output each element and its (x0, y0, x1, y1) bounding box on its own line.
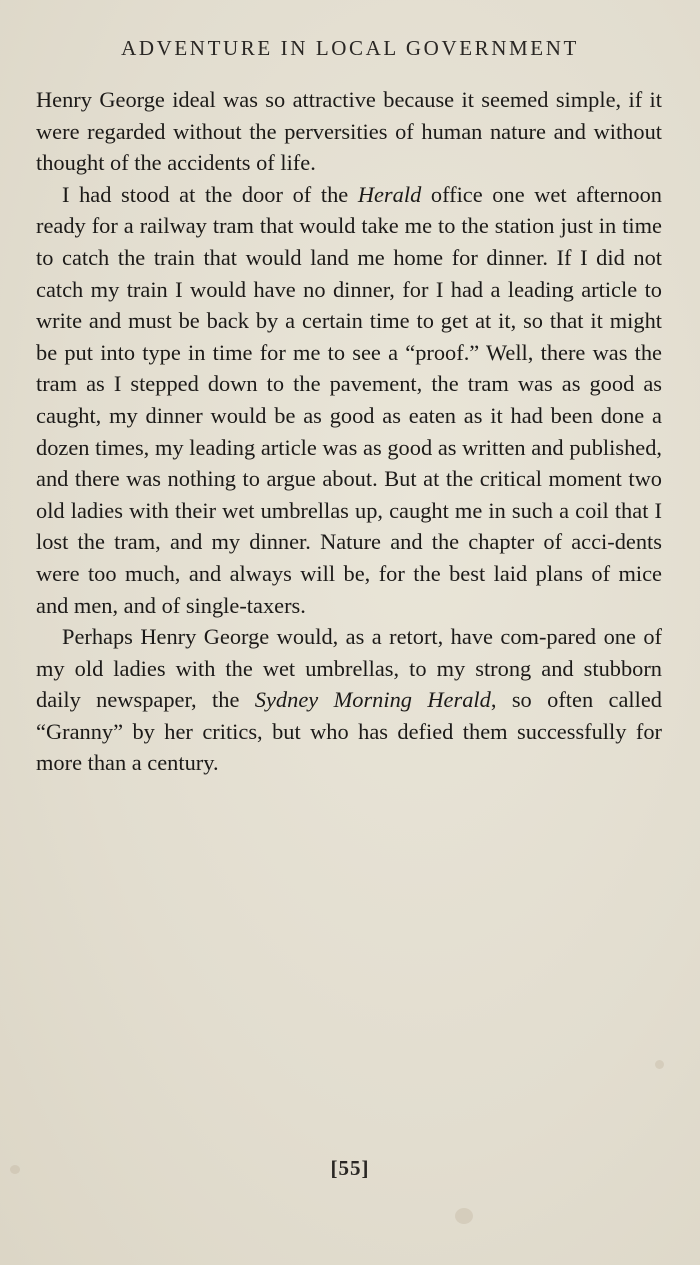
italic-title: Herald (357, 181, 422, 207)
page-number: [55] (330, 1156, 370, 1180)
text-run: office one wet afternoon ready for a railway tram that would take me to the station just in time to catch the train that would land me home for dinner. If I did not catch my train I would have no dinner, for I had a leading article to write and must be back by a certain time to get at it, so that it might be put into type in time for me to see a “proof.” Well, there was the tram as I stepped down to the pavement, the tram was as good as caught, my dinner would be as good as eaten as it had been done a dozen times, my leading article was as good as written and published, and there was nothing to argue about. But at the critical moment two old ladies with their wet umbrellas up, caught me in such a coil that I lost the tram, and my dinner. Nature and the chapter of acci-dents were too much, and always will be, for the best laid plans of mice and men, and of single-taxers. (36, 181, 662, 618)
italic-title: Sydney Morning Herald (254, 687, 491, 713)
running-head: ADVENTURE IN LOCAL GOVERNMENT (121, 36, 579, 60)
text-run: Perhaps Henry George would, as a retort, have com-pared one of my old ladies with the wet umbrellas, to my strong and stubborn daily newspaper, the (36, 624, 662, 713)
paragraph (36, 179, 662, 621)
paper-stain (655, 1060, 664, 1069)
body-text (36, 84, 662, 779)
text-run: Henry George ideal was so attractive because it seemed simple, if it were regarded without the perversities of human nature and without thought of the accidents of life. (36, 87, 662, 176)
paper-stain (455, 1208, 473, 1224)
text-run: , so often called “Granny” by her critics, but who has defied them successfully for more than a century. (36, 687, 662, 776)
paragraph (36, 621, 662, 779)
paragraph (36, 84, 662, 179)
text-run: I had stood at the door of the (62, 181, 358, 207)
